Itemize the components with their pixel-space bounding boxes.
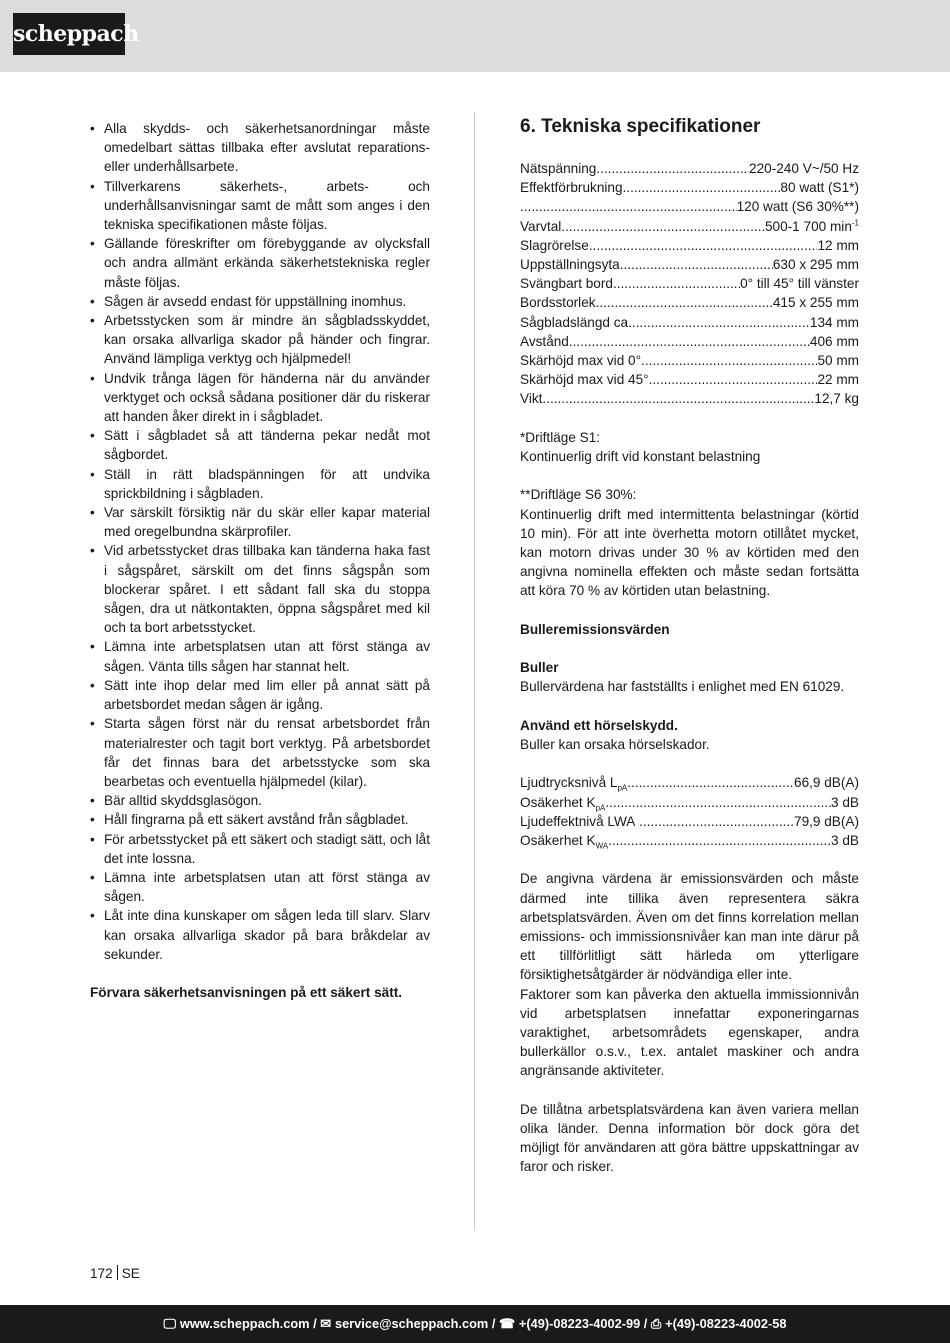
list-item: • Tillverkarens säkerhets-, arbets- och underhållsanvisningar samt de mått som anges i den tekniska specifikationen måste följas. xyxy=(90,177,430,235)
noise-row: Osäkerhet $K_{WA}$ ..... 3 dB xyxy=(520,831,859,850)
technical-specs-column xyxy=(520,115,859,1177)
safety-instructions-list xyxy=(90,119,430,964)
phone-number: +(49)-08223-4002-99 xyxy=(518,1316,641,1331)
page-header xyxy=(0,0,950,72)
column-divider xyxy=(474,112,475,1230)
safety-instructions-column xyxy=(90,119,430,1002)
spec-row: Svängbart bord ..... 0° till 45° till vänster xyxy=(520,274,859,293)
buller-heading: Buller xyxy=(520,660,559,676)
spec-row: Effektförbrukning ..... 80 watt (S1*) xyxy=(520,178,859,197)
s1-title: *Driftläge S1: xyxy=(520,429,601,445)
list-item: • Sätt i sågbladet så att tänderna pekar nedåt mot sågbordet. xyxy=(90,426,430,464)
list-item: • Låt inte dina kunskaper om sågen leda till slarv. Slarv kan orsaka allvarliga skador på bara bråkdelar av sekunder. xyxy=(90,906,430,964)
s1-text: Kontinuerlig drift vid konstant belastning xyxy=(520,449,761,465)
s6-title: **Driftläge S6 30%: xyxy=(520,487,637,503)
spec-row: Slagrörelse ..... 12 mm xyxy=(520,236,859,255)
list-item: • Bär alltid skyddsglasögon. xyxy=(90,791,430,810)
noise-row: Ljudeffektnivå LWA ..... 79,9 dB(A) xyxy=(520,812,859,831)
fax-icon: ⎙ xyxy=(650,1316,662,1331)
hearing-text: Buller kan orsaka hörselskador. xyxy=(520,737,710,753)
spec-row: Bordsstorlek ..... 415 x 255 mm xyxy=(520,293,859,312)
paragraph: Faktorer som kan påverka den aktuella immissionnivån vid arbetsplatsen innefattar exponeringarnas varaktighet, arbetsområdets egenskaper, andra bullerkällor o.s.v., t.ex. antalet maskiner och andra angränsande aktiviteter. xyxy=(520,986,859,1079)
spec-row: Varvtal ..... 500-1 700 $\min^{-1}$ xyxy=(520,217,859,236)
list-item: • Lämna inte arbetsplatsen utan att först stänga av sågen. xyxy=(90,868,430,906)
list-item: • Undvik trånga lägen för händerna när du använder verktyget och också sådana positioner där du riskerar att handen åker direkt in i sågbladet. xyxy=(90,369,430,427)
spec-row: Avstånd ..... 406 mm xyxy=(520,332,859,351)
spec-row: Skärhöjd max vid 45° ..... 22 mm xyxy=(520,370,859,389)
noise-heading: Bulleremissionsvärden xyxy=(520,621,670,637)
list-item: • Lämna inte arbetsplatsen utan att först stänga av sågen. Vänta tills sågen har stannat helt. xyxy=(90,637,430,675)
section-title: 6. Tekniska specifikationer xyxy=(520,116,761,137)
spec-row: Uppställningsyta ..... 630 x 295 mm xyxy=(520,255,859,274)
paragraph: De angivna värdena är emissionsvärden och måste därmed inte tillika även representera säkra arbetsplatsvärden. Även om det finns korrelation mellan emissions- och immissionsnivåer kan man inte därur på ett tillförlitligt sätt härleda om ytterligare försiktighetsåtgärder är nödvändiga eller inte. xyxy=(520,871,859,983)
list-item: • Var särskilt försiktig när du skär eller kapar material med oregelbundna skärprofiler. xyxy=(90,503,430,541)
spec-row: Sågbladslängd ca. ..... 134 mm xyxy=(520,313,859,332)
buller-text: Bullervärdena har fastställts i enlighet med EN 61029. xyxy=(520,679,845,695)
list-item: • Sätt inte ihop delar med lim eller på annat sätt på arbetsbordet medan sågen är igång. xyxy=(90,676,430,714)
list-item: • Ställ in rätt bladspänningen för att undvika sprickbildning i sågbladen. xyxy=(90,465,430,503)
list-item: • Vid arbetsstycket dras tillbaka kan tänderna haka fast i sågspåret, särskilt om det finns sågspån som blockerar spåret. I ett sådant fall ska du stoppa sågen, dra ut nätkontakten, öppna sågspåret med kil och ta bort arbetsstycket. xyxy=(90,541,430,637)
list-item: • Gällande föreskrifter om förebyggande av olycksfall och andra allmänt erkända säkerhetstekniska regler måste följas. xyxy=(90,234,430,292)
paragraph: De tillåtna arbetsplatsvärdena kan även variera mellan olika länder. Denna information bör dock göra det möjligt för användaren att göra bättre uppskattningar av faror och risker. xyxy=(520,1101,859,1175)
email-icon: ✉︎ xyxy=(320,1316,331,1331)
phone-icon: ☎︎ xyxy=(498,1316,515,1331)
noise-row: Ljudtrycksnivå $L_{pA}$ ..... 66,9 dB(A) xyxy=(520,773,859,792)
list-item: • Sågen är avsedd endast för uppställning inomhus. xyxy=(90,292,430,311)
brand-logo: scheppach xyxy=(13,13,125,55)
list-item: • Håll fingrarna på ett säkert avstånd från sågbladet. xyxy=(90,810,430,829)
closing-note: Förvara säkerhetsanvisningen på ett säkert sätt. xyxy=(90,984,403,1000)
list-item: • För arbetsstycket på ett säkert och stadigt sätt, och låt det inte lossna. xyxy=(90,830,430,868)
noise-values-list xyxy=(520,773,859,850)
spec-list xyxy=(520,159,859,409)
computer-icon: 🖵︎ xyxy=(163,1316,176,1331)
list-item: • Arbetsstycken som är mindre än sågbladsskyddet, kan orsaka allvarliga skador på händer och fingrar. Använd lämpliga verktyg och hjälpmedel! xyxy=(90,311,430,369)
email-link[interactable]: service@scheppach.com xyxy=(334,1316,489,1331)
page-footer: 🖵︎ www.scheppach.com / ✉︎ service@scheppach.com / ☎︎ +(49)-08223-4002-99 / ⎙ +(49)-08223-4002-58 xyxy=(0,1305,950,1343)
website-link[interactable]: www.scheppach.com xyxy=(179,1316,310,1331)
hearing-heading: Använd ett hörselskydd. xyxy=(520,717,678,733)
list-item: • Starta sågen först när du rensat arbetsbordet från materialrester och tagit bort verktyg. På arbetsbordet får det finnas bara det arbetsstycke som ska bearbetas och eventuella hjälpmedel (kilar). xyxy=(90,714,430,791)
s6-text: Kontinuerlig drift med intermittenta belastningar (körtid 10 min). För att inte överhetta motorn otillåtet mycket, kan motorn drivas under 30 % av körtiden med den angivna nominella effekten och måste sedan fortsätta att köra 70 % av körtiden utan belastning. xyxy=(520,506,859,599)
list-item: • Alla skydds- och säkerhetsanordningar måste omedelbart sättas tillbaka efter avslutat reparations- eller underhållsarbete. xyxy=(90,119,430,177)
spec-row: Skärhöjd max vid 0° ..... 50 mm xyxy=(520,351,859,370)
noise-row: Osäkerhet $K_{pA}$ ..... 3 dB xyxy=(520,793,859,812)
fax-number: +(49)-08223-4002-58 xyxy=(665,1316,787,1331)
spec-row: Nätspänning ..... 220-240 V~/50 Hz xyxy=(520,159,859,178)
page-number: 172 SE xyxy=(90,1266,140,1281)
spec-row: ..... 120 watt (S6 30%**) xyxy=(520,197,859,216)
spec-row: Vikt ..... 12,7 kg xyxy=(520,389,859,408)
